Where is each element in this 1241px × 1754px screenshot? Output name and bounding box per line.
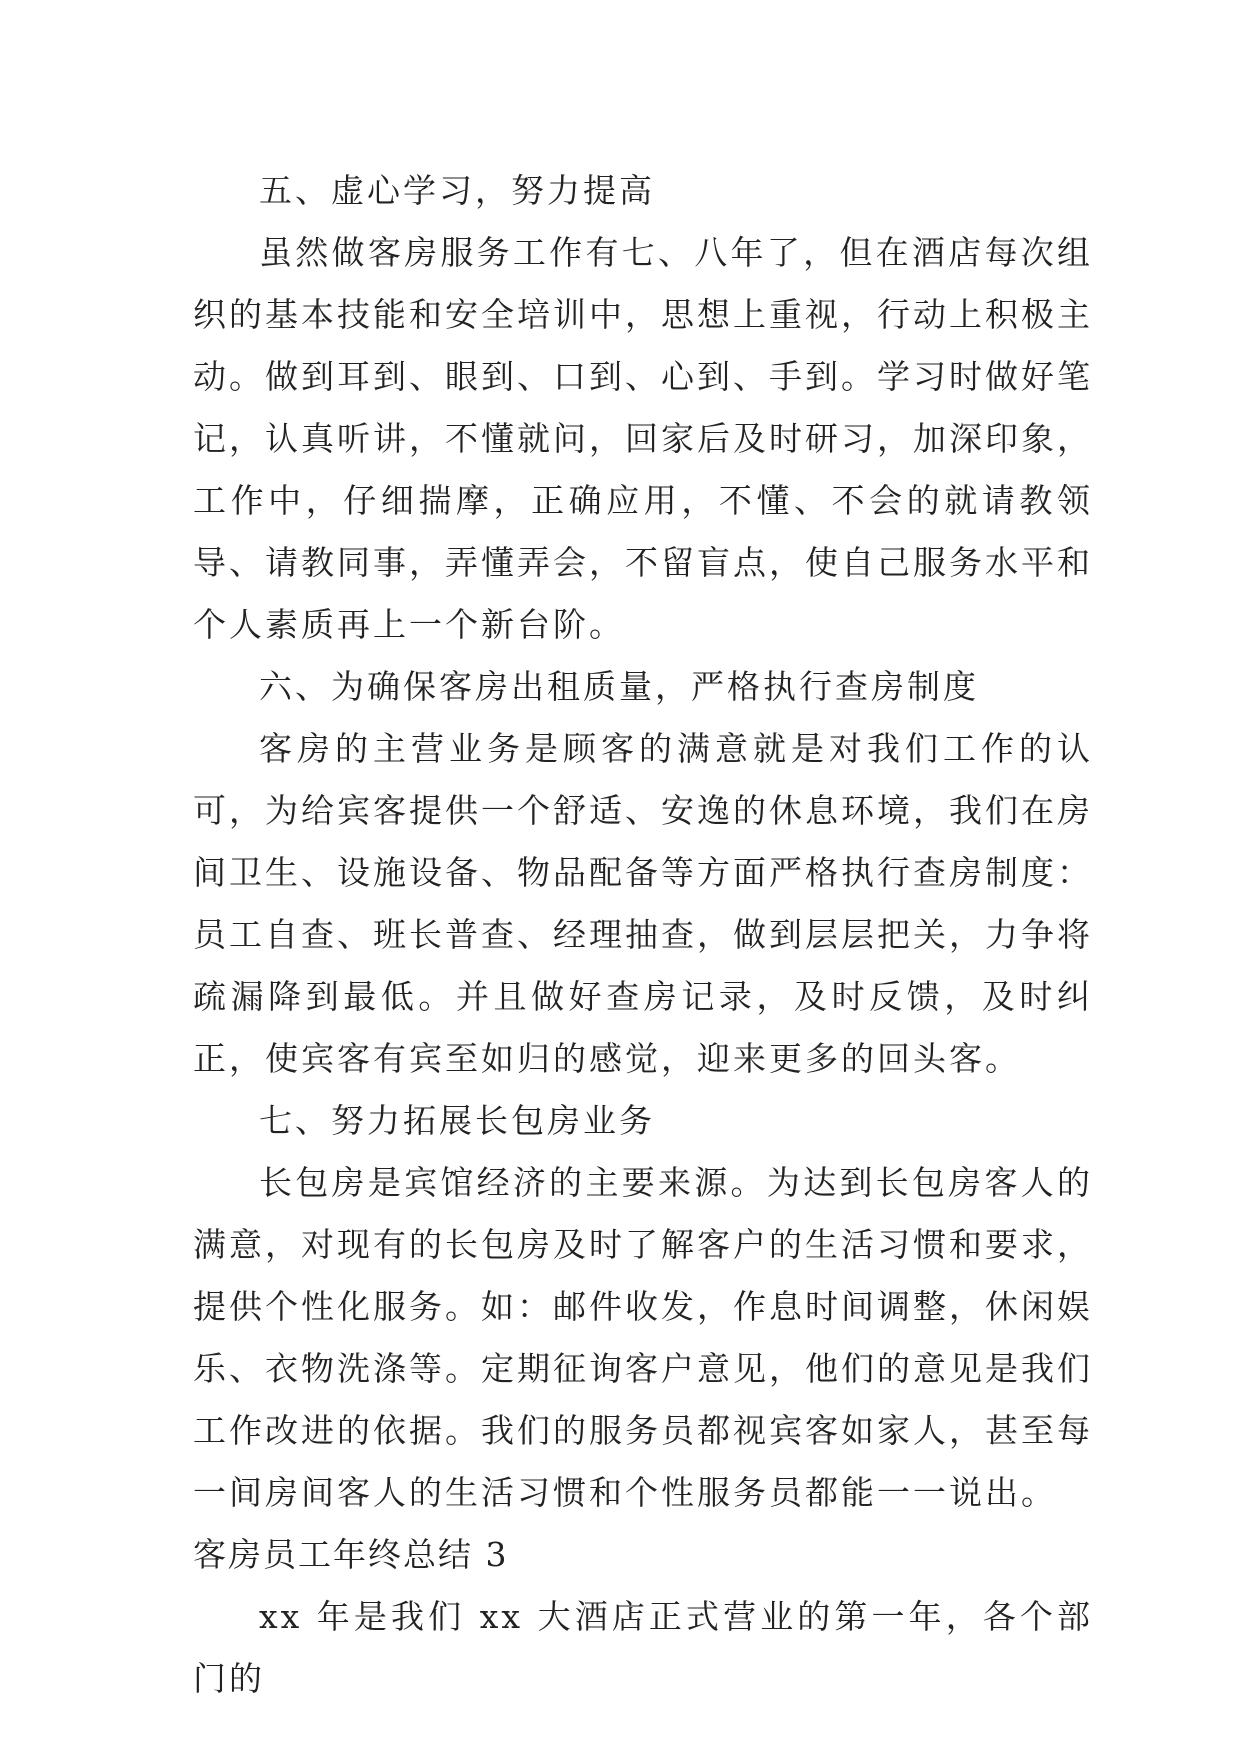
section-paragraph-7: 长包房是宾馆经济的主要来源。为达到长包房客人的满意，对现有的长包房及时了解客户的生活习惯和要求，提供个性化服务。如：邮件收发，作息时间调整，休闲娱乐、衣物洗涤等。定期征询客户意见，他们的意见是我们工作改进的依据。我们的服务员都视宾客如家人，甚至每一间房间客人的生活习惯和个性服务员都能一一说出。 <box>193 1163 1093 1512</box>
section-heading-5: 五、虚心学习，努力提高 <box>259 171 655 210</box>
section-paragraph-5: 虽然做客房服务工作有七、八年了，但在酒店每次组织的基本技能和安全培训中，思想上重视，行动上积极主动。做到耳到、眼到、口到、心到、手到。学习时做好笔记，认真听讲，不懂就问，回家后及时研习，加深印象，工作中，仔细揣摩，正确应用，不懂、不会的就请教领导、请教同事，弄懂弄会，不留盲点，使自己服务水平和个人素质再上一个新台阶。 <box>193 233 1093 644</box>
final-paragraph: xx 年是我们 xx 大酒店正式营业的第一年，各个部门的 <box>193 1597 1093 1698</box>
section-heading-7: 七、努力拓展长包房业务 <box>259 1101 655 1140</box>
section-heading-6: 六、为确保客房出租质量，严格执行查房制度 <box>259 667 979 706</box>
section-paragraph-6: 客房的主营业务是顾客的满意就是对我们工作的认可，为给宾客提供一个舒适、安逸的休息环境，我们在房间卫生、设施设备、物品配备等方面严格执行查房制度：员工自查、班长普查、经理抽查，做到层层把关，力争将疏漏降到最低。并且做好查房记录，及时反馈，及时纠正，使宾客有宾至如归的感觉，迎来更多的回头客。 <box>193 729 1093 1078</box>
document-body <box>193 160 1093 1710</box>
document-title: 客房员工年终总结 3 <box>193 1535 509 1574</box>
